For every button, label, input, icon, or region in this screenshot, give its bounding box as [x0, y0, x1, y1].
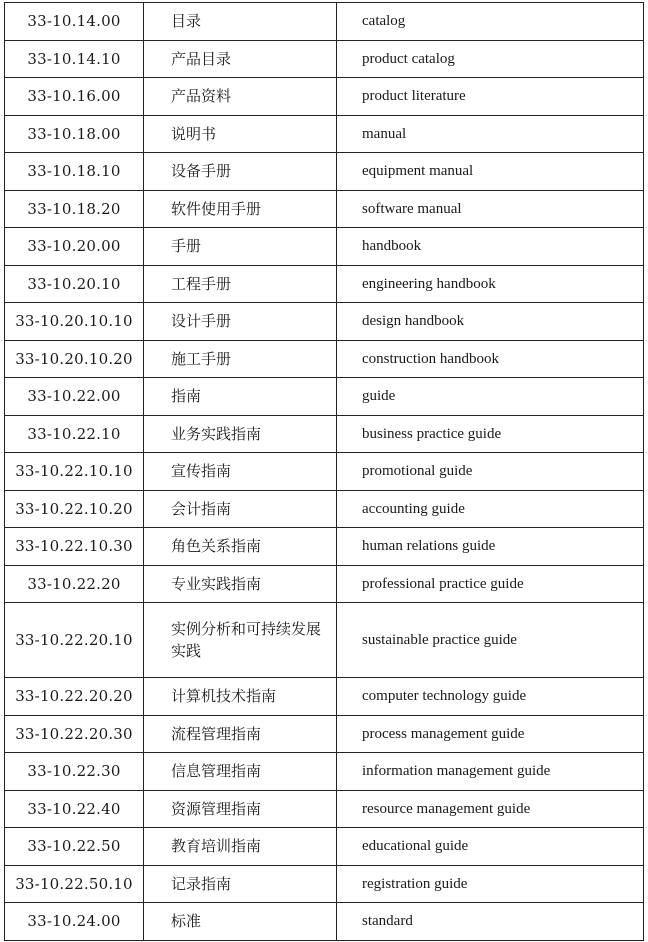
chinese-term: 专业实践指南	[171, 574, 262, 593]
chinese-term: 实例分析和可持续发展实践	[171, 620, 322, 660]
chinese-term-cell	[144, 378, 337, 416]
code-cell: 33-10.18.10	[5, 153, 144, 191]
chinese-term-cell	[144, 3, 337, 41]
chinese-term-cell	[144, 453, 337, 491]
classification-table	[4, 2, 644, 941]
chinese-term-cell	[144, 153, 337, 191]
chinese-term-cell	[144, 228, 337, 266]
chinese-term-cell	[144, 265, 337, 303]
english-term-cell: promotional guide	[337, 453, 644, 491]
chinese-term-cell	[144, 40, 337, 78]
chinese-term: 信息管理指南	[171, 762, 262, 781]
table-row	[5, 903, 644, 941]
chinese-term-cell	[144, 190, 337, 228]
english-term-cell: sustainable practice guide	[337, 603, 644, 678]
table-row	[5, 678, 644, 716]
code-cell: 33-10.22.10.20	[5, 490, 144, 528]
code-cell: 33-10.22.50.10	[5, 865, 144, 903]
chinese-term-cell	[144, 303, 337, 341]
chinese-term: 角色关系指南	[171, 537, 262, 556]
table-row	[5, 528, 644, 566]
chinese-term: 手册	[171, 237, 202, 256]
chinese-term: 会计指南	[171, 499, 232, 518]
table-row	[5, 715, 644, 753]
chinese-term-cell	[144, 115, 337, 153]
table-row	[5, 3, 644, 41]
table-row	[5, 865, 644, 903]
chinese-term: 流程管理指南	[171, 724, 262, 743]
chinese-term: 资源管理指南	[171, 799, 262, 818]
chinese-term: 设备手册	[171, 162, 232, 181]
english-term-cell: process management guide	[337, 715, 644, 753]
code-cell: 33-10.22.10	[5, 415, 144, 453]
code-cell: 33-10.22.00	[5, 378, 144, 416]
english-term-cell: educational guide	[337, 828, 644, 866]
code-cell: 33-10.14.00	[5, 3, 144, 41]
table-row	[5, 790, 644, 828]
code-cell: 33-10.22.20.30	[5, 715, 144, 753]
chinese-term-cell	[144, 565, 337, 603]
english-term-cell: registration guide	[337, 865, 644, 903]
code-cell: 33-10.18.00	[5, 115, 144, 153]
code-cell: 33-10.24.00	[5, 903, 144, 941]
english-term-cell: information management guide	[337, 753, 644, 791]
english-term-cell: design handbook	[337, 303, 644, 341]
table-row	[5, 565, 644, 603]
chinese-term-cell	[144, 528, 337, 566]
english-term-cell: catalog	[337, 3, 644, 41]
table-row	[5, 415, 644, 453]
table-row	[5, 340, 644, 378]
table-row	[5, 828, 644, 866]
chinese-term: 业务实践指南	[171, 424, 262, 443]
code-cell: 33-10.22.10.30	[5, 528, 144, 566]
table-row	[5, 753, 644, 791]
code-cell: 33-10.20.10.20	[5, 340, 144, 378]
code-cell: 33-10.22.20.20	[5, 678, 144, 716]
chinese-term: 指南	[171, 387, 202, 406]
code-cell: 33-10.22.10.10	[5, 453, 144, 491]
chinese-term: 标准	[171, 912, 202, 931]
english-term-cell: manual	[337, 115, 644, 153]
chinese-term: 设计手册	[171, 312, 232, 331]
chinese-term: 记录指南	[171, 874, 232, 893]
code-cell: 33-10.22.50	[5, 828, 144, 866]
chinese-term: 目录	[171, 12, 202, 31]
chinese-term: 施工手册	[171, 349, 232, 368]
english-term-cell: product catalog	[337, 40, 644, 78]
english-term-cell: product literature	[337, 78, 644, 116]
code-cell: 33-10.16.00	[5, 78, 144, 116]
english-term-cell: resource management guide	[337, 790, 644, 828]
chinese-term-cell	[144, 603, 337, 678]
chinese-term-cell	[144, 415, 337, 453]
english-term-cell: accounting guide	[337, 490, 644, 528]
table-row	[5, 228, 644, 266]
table-row	[5, 453, 644, 491]
english-term-cell: computer technology guide	[337, 678, 644, 716]
code-cell: 33-10.20.10	[5, 265, 144, 303]
table-row	[5, 115, 644, 153]
chinese-term: 说明书	[171, 124, 217, 143]
code-cell: 33-10.22.20.10	[5, 603, 144, 678]
code-cell: 33-10.22.40	[5, 790, 144, 828]
chinese-term-cell	[144, 678, 337, 716]
code-cell: 33-10.20.00	[5, 228, 144, 266]
chinese-term: 产品资料	[171, 87, 232, 106]
english-term-cell: human relations guide	[337, 528, 644, 566]
chinese-term-cell	[144, 903, 337, 941]
chinese-term-cell	[144, 78, 337, 116]
code-cell: 33-10.18.20	[5, 190, 144, 228]
code-cell: 33-10.22.30	[5, 753, 144, 791]
english-term-cell: guide	[337, 378, 644, 416]
table-row	[5, 303, 644, 341]
code-cell: 33-10.20.10.10	[5, 303, 144, 341]
english-term-cell: professional practice guide	[337, 565, 644, 603]
table-row	[5, 190, 644, 228]
chinese-term: 产品目录	[171, 49, 232, 68]
table-row	[5, 490, 644, 528]
table-row	[5, 40, 644, 78]
chinese-term: 宣传指南	[171, 462, 232, 481]
chinese-term-cell	[144, 340, 337, 378]
english-term-cell: equipment manual	[337, 153, 644, 191]
chinese-term: 软件使用手册	[171, 199, 262, 218]
chinese-term: 教育培训指南	[171, 837, 262, 856]
english-term-cell: engineering handbook	[337, 265, 644, 303]
code-cell: 33-10.14.10	[5, 40, 144, 78]
table-row	[5, 153, 644, 191]
chinese-term-cell	[144, 490, 337, 528]
chinese-term-cell	[144, 865, 337, 903]
english-term-cell: standard	[337, 903, 644, 941]
english-term-cell: business practice guide	[337, 415, 644, 453]
chinese-term-cell	[144, 715, 337, 753]
chinese-term: 工程手册	[171, 274, 232, 293]
table-row	[5, 603, 644, 678]
chinese-term-cell	[144, 753, 337, 791]
table-row	[5, 78, 644, 116]
table-row	[5, 265, 644, 303]
code-cell: 33-10.22.20	[5, 565, 144, 603]
english-term-cell: handbook	[337, 228, 644, 266]
chinese-term-cell	[144, 790, 337, 828]
table-row	[5, 378, 644, 416]
english-term-cell: construction handbook	[337, 340, 644, 378]
chinese-term: 计算机技术指南	[171, 687, 277, 706]
chinese-term-cell	[144, 828, 337, 866]
english-term-cell: software manual	[337, 190, 644, 228]
